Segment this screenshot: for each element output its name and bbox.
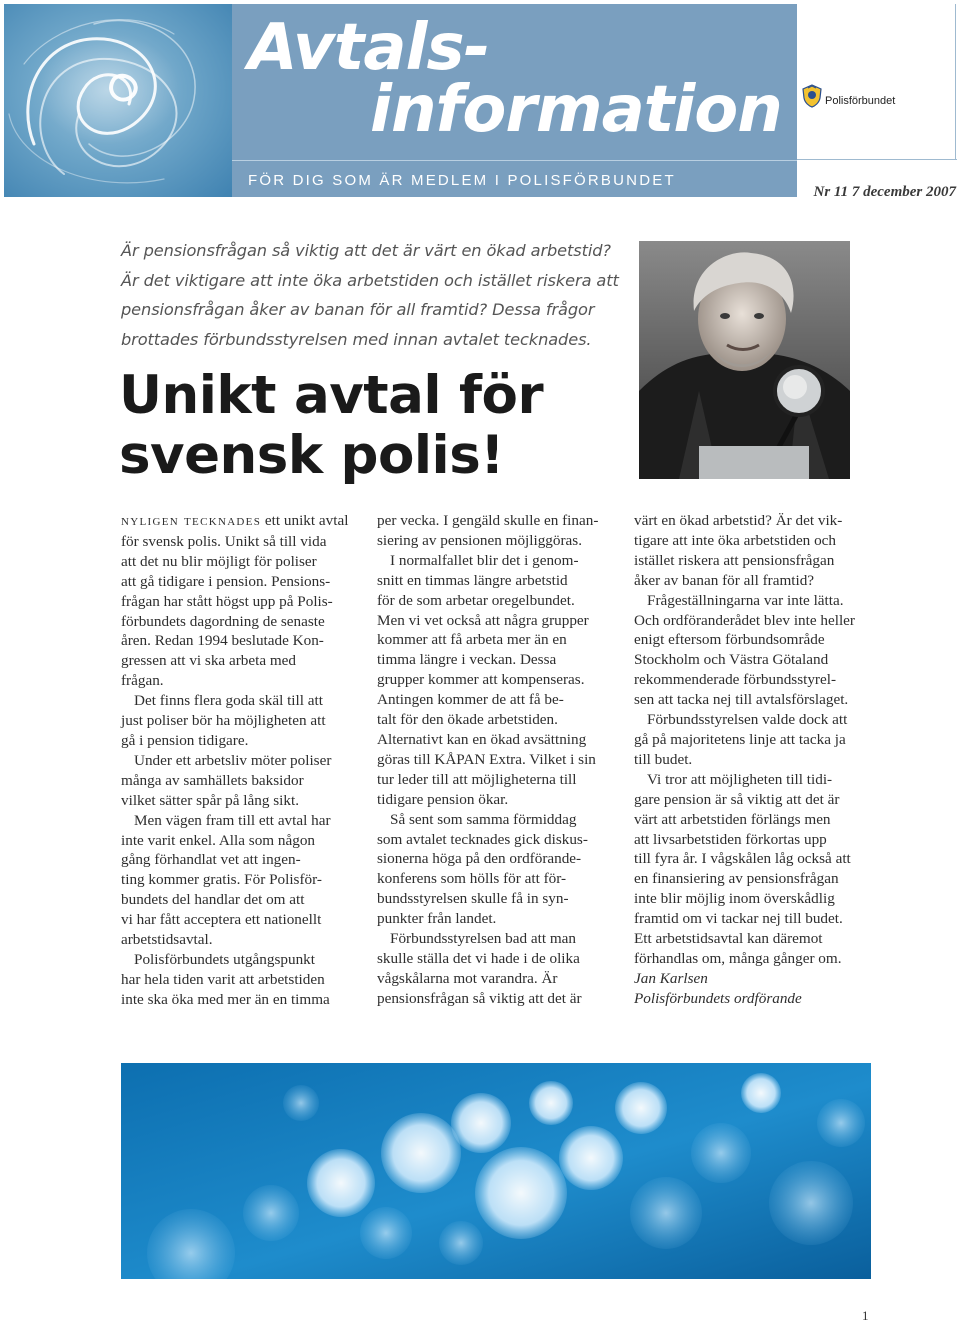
body-line: skulle ställa det vi hade i de olika <box>377 949 580 967</box>
intro-line: pensionsfrågan åker av banan för all framtid? Dessa frågor <box>121 300 595 319</box>
bokeh-image <box>121 1063 871 1279</box>
body-line: Förbundsstyrelsen bad att man <box>390 930 577 948</box>
body-line: Polisförbundets utgångspunkt <box>134 950 315 968</box>
body-line: frågan har stått högst upp på Polis- <box>121 592 333 610</box>
body-line: kommer att få arbeta mer än en <box>377 631 567 649</box>
body-line: många av samhällets baksidor <box>121 771 304 789</box>
body-line: arbetstidsavtal. <box>121 931 213 949</box>
body-line: rekommenderade förbundsstyrel- <box>634 671 837 689</box>
intro-line: brottades förbundsstyrelsen med innan avtalet tecknades. <box>121 329 592 349</box>
body-line: ting kommer gratis. För Polisför- <box>121 871 322 889</box>
body-line: timma längre i veckan. Dessa <box>377 651 557 669</box>
body-line: åren. Redan 1994 beslutade Kon- <box>121 632 324 650</box>
body-line: värt en ökad arbetstid? Är det vik- <box>634 512 843 529</box>
body-line: istället riskera att pensionsfrågan <box>634 551 835 569</box>
body-line: framtid om vi tackar nej till budet. <box>634 910 843 928</box>
headline-line: svensk polis! <box>119 425 504 486</box>
body-line: värt att arbetstiden förlängs men <box>634 810 831 828</box>
masthead-band <box>232 4 797 197</box>
body-line: gå i pension tidigare. <box>121 731 249 749</box>
article-column-3 <box>634 511 874 1009</box>
masthead-subtitle: FÖR DIG SOM ÄR MEDLEM I POLISFÖRBUNDET <box>248 172 676 189</box>
body-line: som avtalet tecknades gick diskus- <box>377 830 588 848</box>
body-line: Vi tror att möjligheten till tidi- <box>647 770 833 788</box>
body-line: för svensk polis. Unikt så till vida <box>121 532 327 550</box>
body-line: inte varit enkel. Alla som någon <box>121 831 316 849</box>
polisforbundet-logo <box>801 84 895 108</box>
article-headline <box>119 366 619 486</box>
body-line: åker av banan för all framtid? <box>634 571 815 589</box>
body-line: Så sent som samma förmiddag <box>390 810 577 828</box>
masthead-title-line2: information <box>370 73 782 147</box>
body-line: I normalfallet blir det i genom- <box>390 551 579 569</box>
logo-text: Polisförbundet <box>825 95 896 107</box>
page-number: 1 <box>862 1308 869 1323</box>
masthead-title-line1: Avtals- <box>248 11 490 85</box>
body-line: grupper kommer att kompenseras. <box>377 671 585 689</box>
body-line: en finansiering av pensionsfrågan <box>634 870 839 888</box>
body-line: sionerna höga på den ordförande- <box>377 850 582 868</box>
article-column-1 <box>121 511 361 1010</box>
body-line: gång förhandlat vet att ingen- <box>121 851 301 869</box>
header-light-trail-image <box>4 4 232 197</box>
body-line: Under ett arbetsliv möter poliser <box>134 751 332 769</box>
first-line-rest: ett unikt avtal <box>261 512 349 529</box>
body-line: gå på majoritetens linje att tacka ja <box>634 730 846 748</box>
masthead-rule-horizontal <box>797 159 957 160</box>
body-line: Stockholm och Västra Götaland <box>634 651 829 669</box>
body-line: Ett arbetstidsavtal kan däremot <box>634 930 823 948</box>
body-line: för de som arbetar oregelbundet. <box>377 591 575 609</box>
body-line: Alternativt kan en ökad avsättning <box>377 730 587 748</box>
body-line: talt för den ökade arbetstiden. <box>377 711 558 729</box>
police-emblem-icon <box>801 84 823 108</box>
body-line: Men vi vet också att några grupper <box>377 611 589 629</box>
body-line: har hela tiden varit att arbetstiden <box>121 970 325 988</box>
body-line: gare pension är så viktig att det är <box>634 790 840 808</box>
body-line: Men vägen fram till ett avtal har <box>134 811 331 829</box>
body-line: tigare att inte öka arbetstiden och <box>634 531 836 549</box>
masthead-rule-vertical <box>955 4 956 160</box>
body-line: Och ordföranderådet blev inte heller <box>634 611 855 629</box>
lead-in: nyligen tecknades <box>121 513 262 529</box>
body-line: till fyra år. I vågskålen låg också att <box>634 850 851 868</box>
body-line: vi har fått acceptera ett nationellt <box>121 911 322 929</box>
body-line: per vecka. I gengäld skulle en finan- <box>377 512 599 529</box>
portrait-photo <box>639 241 850 479</box>
body-line: Frågeställningarna var inte lätta. <box>647 591 844 609</box>
body-line: siering av pensionen möjliggöras. <box>377 531 582 549</box>
body-line: gressen att vi ska arbeta med <box>121 652 297 670</box>
body-line: snitt en timmas längre arbetstid <box>377 571 568 589</box>
article-column-2 <box>377 511 617 1009</box>
body-line: tidigare pension ökar. <box>377 790 509 808</box>
body-line: bundets del handlar det om att <box>121 891 305 909</box>
body-line: att gå tidigare i pension. Pensions- <box>121 572 331 590</box>
body-line: Förbundsstyrelsen valde dock att <box>647 711 848 729</box>
issue-number: Nr 11 7 december 2007 <box>813 184 956 200</box>
body-line: bundsstyrelsen skulle få in syn- <box>377 890 569 908</box>
headline-line: Unikt avtal för <box>119 365 544 426</box>
intro-line: Är det viktigare att inte öka arbetstiden och istället riskera att <box>121 270 619 290</box>
body-line: till budet. <box>634 750 693 768</box>
body-line: vågskålarna mot varandra. Är <box>377 969 558 987</box>
body-line: Det finns flera goda skäl till att <box>134 692 323 710</box>
body-line: att livsarbetstiden förkortas upp <box>634 830 827 848</box>
body-line: punkter från landet. <box>377 910 497 928</box>
body-line: tur leder till att möjligheterna till <box>377 770 577 788</box>
body-line: just poliser bör ha möjligheten att <box>121 712 326 730</box>
body-line: enigt eftersom förbundsområde <box>634 631 825 649</box>
intro-paragraph <box>121 236 621 354</box>
body-line: frågan. <box>121 672 164 690</box>
masthead-divider <box>232 160 797 161</box>
body-line: inte blir möjlig inom överskådlig <box>634 890 835 908</box>
body-line: Antingen kommer de att få be- <box>377 691 564 709</box>
signature-title: Polisförbundets ordförande <box>634 989 802 1007</box>
signature-name: Jan Karlsen <box>634 969 708 987</box>
body-line: att det nu blir möjligt för poliser <box>121 552 317 570</box>
intro-line: Är pensionsfrågan så viktig att det är värt en ökad arbetstid? <box>121 241 611 260</box>
body-line: sen att tacka nej till avtalsförslaget. <box>634 691 849 709</box>
body-line: konferens som hölls för att för- <box>377 870 567 888</box>
body-line: pensionsfrågan så viktig att det är <box>377 989 582 1007</box>
body-line: vilket sätter spår på lång sikt. <box>121 791 299 809</box>
body-line: förbundets dagordning de senaste <box>121 612 325 630</box>
body-line: göras till KÅPAN Extra. Vilket i sin <box>377 750 596 768</box>
body-line: inte ska öka med mer än en timma <box>121 990 330 1008</box>
body-line: förhandlas om, många gånger om. <box>634 949 842 967</box>
